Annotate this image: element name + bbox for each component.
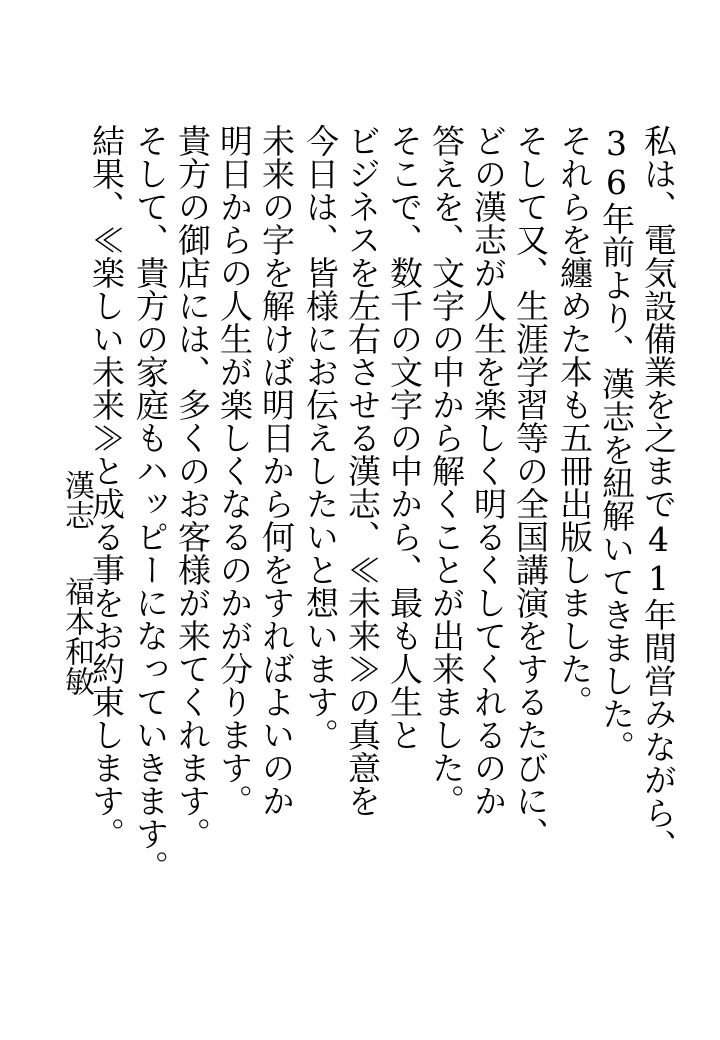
text-line-8: ビジネスを左右させる漢志、≪未来≫の真意を <box>343 124 382 817</box>
text-line-12: 貴方の御店には、多くのお客様が来てくれます。 <box>173 124 212 850</box>
text-line-11: 明日からの人生が楽しくなるのかが分ります。 <box>215 124 254 817</box>
text-line-10: 未来の字を解けば明日から何をすればよいのか <box>257 124 296 817</box>
text-line-5: どの漢志が人生を楽しく明るくしてくれるのか <box>469 124 508 817</box>
text-line-14: 結果、≪楽しい未来≫と成る事をお約束します。 <box>87 124 126 850</box>
text-line-1: 私は、電気設備業を之まで41年間営みながら、 <box>639 124 678 862</box>
text-line-7: そこで、数千の文字の中から、最も人生と <box>385 124 424 751</box>
text-line-9: 今日は、皆様にお伝えしたいと想います。 <box>301 124 340 751</box>
text-line-13: そして、貴方の家庭もハッピーになっていきます。 <box>131 124 170 883</box>
signature-name: 福本和敏 <box>59 576 94 696</box>
signature-label: 漢志 <box>59 470 94 530</box>
text-line-4: そして又、生涯学習等の全国講演をするたびに、 <box>511 124 550 850</box>
text-line-6: 答えを、文字の中から解くことが出来ました。 <box>427 124 466 817</box>
text-line-3: それらを纏めた本も五冊出版しました。 <box>555 124 594 718</box>
text-line-2: 36年前より、漢志を紐解いてきました。 <box>597 124 636 763</box>
